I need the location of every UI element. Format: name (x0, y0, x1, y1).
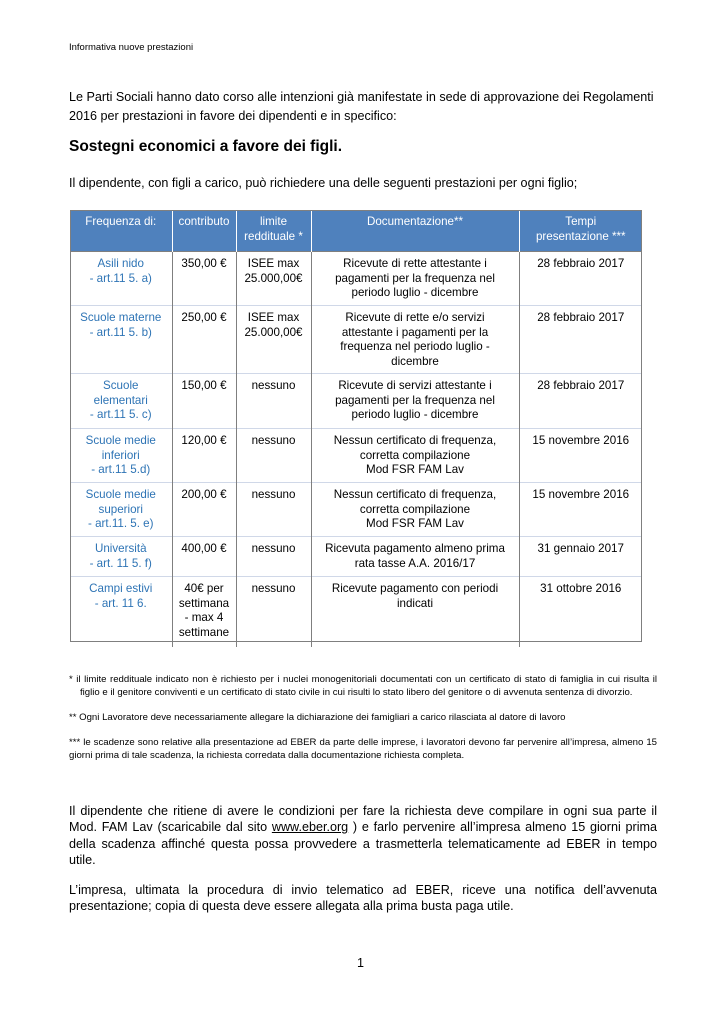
footnote-deadlines: *** le scadenze sono relative alla presentazione ad EBER da parte delle imprese, i lavoratori devono far pervenire all’impresa, almeno 15 giorni prima di tale scadenza, la richiesta corredata dalla documentazione richiesta completa. (69, 737, 657, 761)
cell-tempi: 15 novembre 2016 (519, 483, 642, 537)
cell-tempi: 15 novembre 2016 (519, 429, 642, 483)
benefits-table (70, 210, 642, 647)
table-row (70, 483, 642, 537)
cell-contributo: 200,00 € (172, 483, 236, 537)
cell-tempi: 31 gennaio 2017 (519, 537, 642, 577)
page-number: 1 (357, 956, 365, 970)
lead-paragraph: Il dipendente, con figli a carico, può richiedere una delle seguenti prestazioni per ogni figlio; (69, 176, 578, 190)
instructions-paragraph: Il dipendente che ritiene di avere le condizioni per fare la richiesta deve compilare in ogni sua parte il Mod. FAM Lav (scaricabile dal sito www.eber.org ) e farlo pervenire all’impresa almeno 15 giorni prima della scadenza affinché questa possa provvedere a trasmetterla telematicamente ad EBER in tempo utile. (69, 804, 658, 868)
col-header-documentazione: Documentazione** (311, 210, 519, 252)
cell-tempi: 28 febbraio 2017 (519, 374, 642, 429)
section-title: Sostegni economici a favore dei figli. (69, 138, 343, 155)
col-header-contributo: contributo (172, 210, 236, 252)
cell-frequenza: Scuole elementari - art.11 5. c) (70, 374, 172, 429)
cell-contributo: 120,00 € (172, 429, 236, 483)
table-header-row (70, 210, 642, 252)
cell-frequenza: Università - art. 11 5. f) (70, 537, 172, 577)
footnotes (69, 673, 657, 774)
cell-contributo: 250,00 € (172, 306, 236, 374)
footnote-income-limit: * il limite reddituale indicato non è richiesto per i nuclei monogenitoriali documentati con un certificato di stato di famiglia in cui risulta il figlio e il genitore conviventi e un certificato di stato civile in cui risulti lo stato libero del genitore o di avvenuta sentenza di divorzio. (69, 674, 657, 698)
cell-frequenza: Scuole medie inferiori - art.11 5.d) (70, 429, 172, 483)
cell-limite: ISEE max 25.000,00€ (236, 306, 311, 374)
cell-documentazione: Ricevute di servizi attestante i pagamenti per la frequenza nel periodo luglio - dicembre (311, 374, 519, 429)
cell-documentazione: Ricevuta pagamento almeno prima rata tasse A.A. 2016/17 (311, 537, 519, 577)
cell-contributo: 350,00 € (172, 252, 236, 306)
table-row (70, 252, 642, 306)
cell-frequenza: Scuole materne - art.11 5. b) (70, 306, 172, 374)
cell-limite: nessuno (236, 577, 311, 647)
cell-documentazione: Ricevute pagamento con periodi indicati (311, 577, 519, 647)
cell-limite: nessuno (236, 429, 311, 483)
notification-paragraph: L’impresa, ultimata la procedura di invio telematico ad EBER, riceve una notifica dell’avvenuta presentazione; copia di questa deve essere allegata alla prima busta paga utile. (69, 883, 657, 914)
table-row (70, 306, 642, 374)
cell-contributo: 400,00 € (172, 537, 236, 577)
eber-website-link[interactable]: www.eber.org (271, 820, 349, 835)
cell-frequenza: Asili nido - art.11 5. a) (70, 252, 172, 306)
cell-tempi: 31 ottobre 2016 (519, 577, 642, 647)
table-row (70, 374, 642, 429)
cell-documentazione: Ricevute di rette e/o servizi attestante i pagamenti per la frequenza nel periodo luglio - dicembre (311, 306, 519, 374)
col-header-frequenza: Frequenza di: (70, 210, 172, 252)
cell-documentazione: Ricevute di rette attestante i pagamenti per la frequenza nel periodo luglio - dicembre (311, 252, 519, 306)
cell-tempi: 28 febbraio 2017 (519, 306, 642, 374)
cell-limite: nessuno (236, 374, 311, 429)
cell-documentazione: Nessun certificato di frequenza, corretta compilazione Mod FSR FAM Lav (311, 429, 519, 483)
footnote-documentation: ** Ogni Lavoratore deve necessariamente allegare la dichiarazione dei famigliari a carico rilasciata al datore di lavoro (69, 712, 566, 723)
table-row (70, 577, 642, 647)
cell-frequenza: Campi estivi - art. 11 6. (70, 577, 172, 647)
cell-documentazione: Nessun certificato di frequenza, corretta compilazione Mod FSR FAM Lav (311, 483, 519, 537)
cell-limite: nessuno (236, 537, 311, 577)
intro-paragraph: Le Parti Sociali hanno dato corso alle intenzioni già manifestate in sede di approvazione dei Regolamenti 2016 per prestazioni in favore dei dipendenti e in specifico: (69, 90, 654, 123)
col-header-tempi: Tempi presentazione *** (519, 210, 642, 252)
cell-frequenza: Scuole medie superiori - art.11. 5. e) (70, 483, 172, 537)
cell-limite: ISEE max 25.000,00€ (236, 252, 311, 306)
running-header: Informativa nuove prestazioni (69, 42, 194, 53)
col-header-limite: limite reddituale * (236, 210, 311, 252)
cell-limite: nessuno (236, 483, 311, 537)
cell-tempi: 28 febbraio 2017 (519, 252, 642, 306)
table-row (70, 429, 642, 483)
cell-contributo: 40€ per settimana - max 4 settimane (172, 577, 236, 647)
cell-contributo: 150,00 € (172, 374, 236, 429)
table-row (70, 537, 642, 577)
